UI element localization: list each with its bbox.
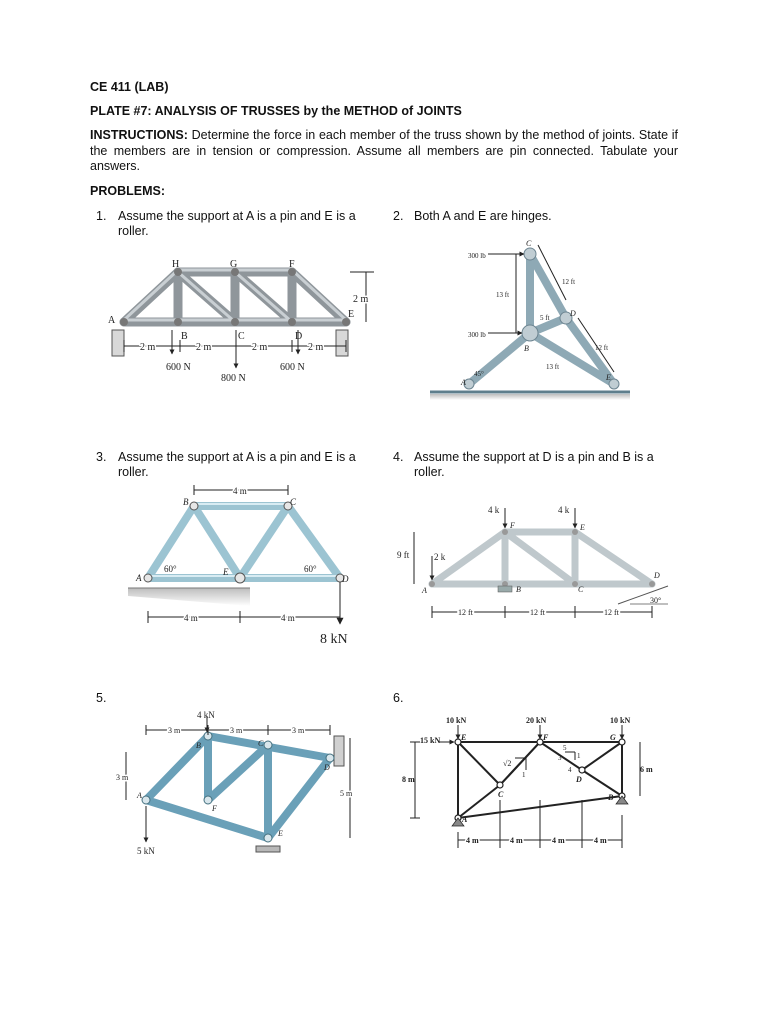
- load-label: 20 kN: [526, 716, 547, 725]
- dimension-label: 2 m: [353, 294, 369, 305]
- dimension-label: 3 m: [292, 726, 305, 735]
- load-label: 4 kN: [197, 710, 215, 720]
- dimension-label: 12 ft: [530, 608, 545, 617]
- dimension-label: 4 m: [233, 486, 247, 496]
- dimension-label: 12 ft: [595, 344, 609, 352]
- load-label: 10 kN: [446, 716, 467, 725]
- node-label: F: [510, 521, 515, 530]
- node-label: C: [290, 497, 297, 507]
- problem-text: Assume the support at A is a pin and E is a: [118, 209, 356, 223]
- node-label: A: [136, 573, 142, 583]
- load-label: 300 lb: [468, 252, 486, 260]
- figure-4-truss: [397, 505, 668, 618]
- dimension-label: 2 m: [252, 342, 268, 353]
- load-label: 800 N: [221, 373, 246, 384]
- dimension-label: 9 ft: [397, 550, 410, 560]
- dimension-label: 12 ft: [604, 608, 619, 617]
- dimension-label: 4 m: [510, 836, 523, 845]
- problem-number: 3.: [96, 450, 107, 464]
- node-label: D: [576, 775, 582, 784]
- node-label: A: [461, 378, 466, 387]
- load-label: 5 kN: [137, 846, 155, 856]
- problem-number: 4.: [393, 450, 404, 464]
- node-label: C: [526, 239, 532, 248]
- angle-label: 60°: [164, 564, 177, 574]
- dimension-label: 4 m: [552, 836, 565, 845]
- problem-number: 1.: [96, 209, 107, 223]
- problem-text: roller.: [414, 465, 445, 479]
- problem-number: 5.: [96, 691, 107, 705]
- node-label: H: [172, 259, 180, 270]
- node-label: G: [610, 733, 616, 742]
- node-label: B: [183, 497, 189, 507]
- slope-label: 3: [558, 754, 562, 762]
- dimension-label: 4 m: [281, 613, 295, 623]
- dimension-label: 5 m: [340, 789, 353, 798]
- node-label: A: [137, 791, 142, 800]
- node-label: B: [608, 793, 614, 802]
- dimension-label: 4 m: [184, 613, 198, 623]
- slope-label: 5: [563, 744, 567, 752]
- node-label: A: [422, 586, 427, 595]
- node-label: B: [516, 585, 521, 594]
- dimension-label: 12 ft: [562, 278, 576, 286]
- slope-label: 1: [522, 771, 526, 779]
- figure-5-truss: [116, 710, 353, 856]
- load-label: 8 kN: [320, 632, 348, 647]
- node-label: D: [295, 331, 303, 342]
- problem-number: 2.: [393, 209, 404, 223]
- dimension-label: 3 m: [168, 726, 181, 735]
- dimension-label: 8 m: [402, 775, 415, 784]
- node-label: E: [606, 373, 611, 382]
- dimension-label: 3 m: [116, 773, 129, 782]
- load-label: 4 k: [558, 505, 570, 515]
- plate-title: PLATE #7: ANALYSIS OF TRUSSES by the METHOD of JOINTS: [90, 104, 462, 118]
- dimension-label: 4 m: [466, 836, 479, 845]
- figure-6-truss: [402, 716, 653, 848]
- node-label: G: [230, 259, 238, 270]
- problem-number: 6.: [393, 691, 404, 705]
- dimension-label: 12 ft: [458, 608, 473, 617]
- instructions-label: INSTRUCTIONS:: [90, 128, 188, 142]
- problem-text: Assume the support at D is a pin and B is a: [414, 450, 654, 464]
- load-label: 2 k: [434, 552, 446, 562]
- figure-2-truss: [430, 239, 630, 400]
- node-label: D: [342, 574, 349, 584]
- node-label: E: [278, 829, 283, 838]
- angle-label: 30°: [650, 596, 662, 605]
- dimension-label: 5 ft: [540, 314, 550, 322]
- node-label: D: [570, 309, 576, 318]
- node-label: E: [223, 567, 229, 577]
- slope-label: 1: [577, 752, 581, 760]
- problem-text: roller.: [118, 465, 149, 479]
- node-label: B: [196, 741, 201, 750]
- node-label: F: [212, 804, 217, 813]
- problem-text: Both A and E are hinges.: [414, 209, 552, 223]
- node-label: D: [654, 571, 660, 580]
- figure-3-truss: [128, 485, 349, 647]
- load-label: 300 lb: [468, 331, 486, 339]
- dimension-label: 3 m: [230, 726, 243, 735]
- dimension-label: 4 m: [594, 836, 607, 845]
- dimension-label: 13 ft: [546, 363, 560, 371]
- load-label: 600 N: [280, 362, 305, 373]
- dimension-label: 13 ft: [496, 291, 510, 299]
- node-label: E: [348, 309, 355, 320]
- node-label: F: [289, 259, 295, 270]
- node-label: C: [238, 331, 245, 342]
- dimension-label: 2 m: [196, 342, 212, 353]
- figure-1-truss: [108, 259, 374, 384]
- load-label: 600 N: [166, 362, 191, 373]
- dimension-label: 6 m: [640, 765, 653, 774]
- node-label: E: [580, 523, 585, 532]
- node-label: C: [498, 790, 504, 799]
- node-label: A: [462, 815, 468, 824]
- slope-label: √2: [503, 759, 512, 768]
- node-label: E: [461, 733, 467, 742]
- problem-text: Assume the support at A is a pin and E is a: [118, 450, 356, 464]
- slope-label: 4: [568, 766, 572, 774]
- instructions-text: Determine the force in each member of the truss shown by the method of joints. State if the members are in tension or compression. Assume all members are pin connected. Tabulate your answers.: [90, 128, 678, 173]
- node-label: C: [578, 585, 584, 594]
- dimension-label: 2 m: [140, 342, 156, 353]
- node-label: F: [543, 733, 549, 742]
- load-label: 10 kN: [610, 716, 631, 725]
- load-label: 4 k: [488, 505, 500, 515]
- angle-label: 45°: [474, 370, 484, 378]
- angle-label: 60°: [304, 564, 317, 574]
- node-label: B: [524, 344, 529, 353]
- course-title: CE 411 (LAB): [90, 80, 169, 94]
- load-label: 15 kN: [420, 736, 441, 745]
- node-label: D: [324, 763, 330, 772]
- node-label: A: [108, 315, 116, 326]
- node-label: B: [181, 331, 188, 342]
- dimension-label: 2 m: [308, 342, 324, 353]
- node-label: C: [258, 739, 264, 748]
- problems-label: PROBLEMS:: [90, 184, 165, 198]
- problem-text: roller.: [118, 224, 149, 238]
